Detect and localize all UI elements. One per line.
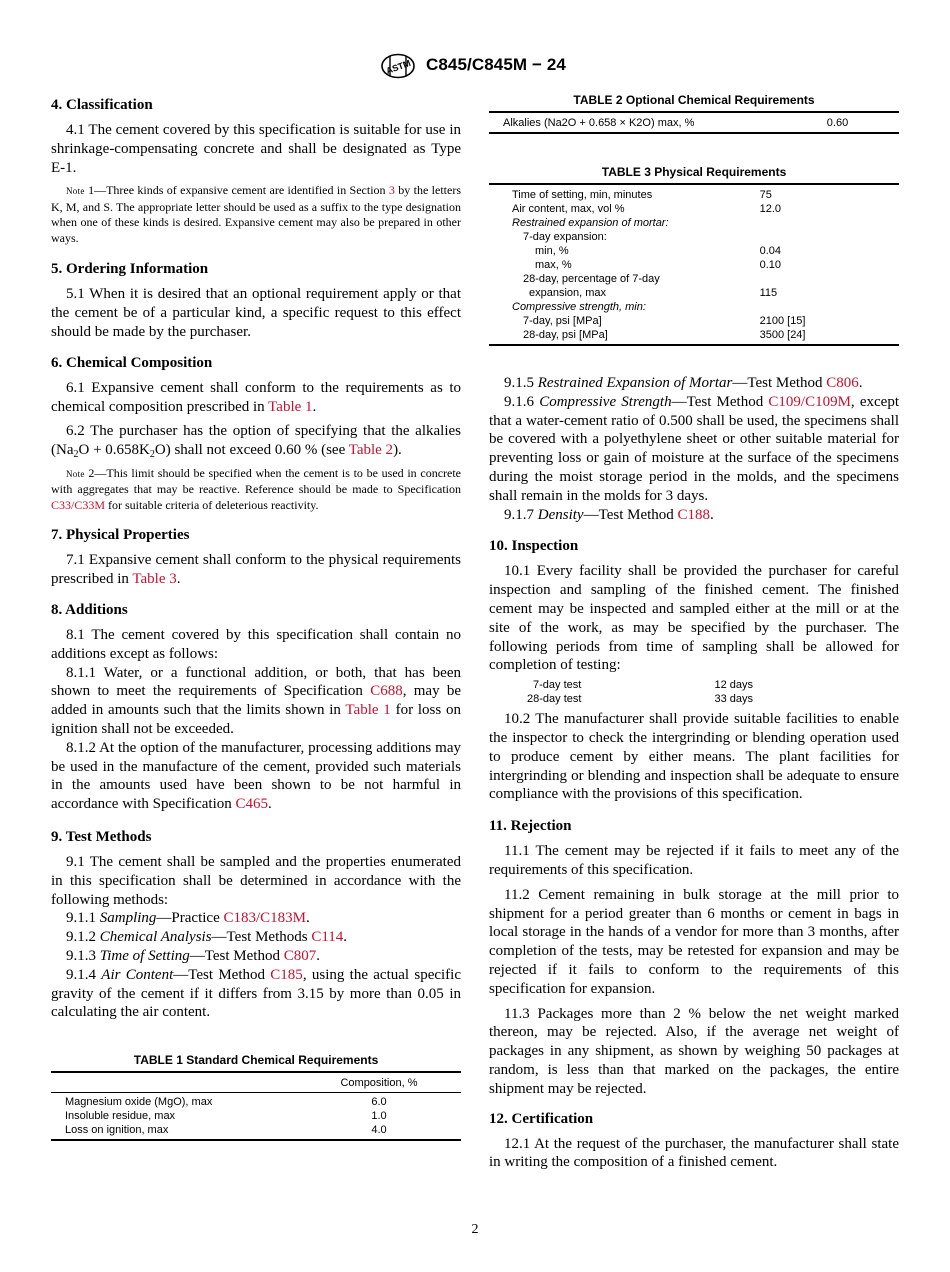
para-11-1: 11.1 The cement may be rejected if it fails to meet any of the requirements of this specification. xyxy=(489,843,899,878)
table-1-bottom-rule xyxy=(51,1140,461,1141)
para-9-1-6-title: Compressive Strength xyxy=(539,393,672,410)
link-table-3[interactable]: Table 3 xyxy=(132,571,177,588)
para-6-2-text-a: 6.2 The purchaser has the option of specifying that the alkalies (Na xyxy=(51,423,461,459)
para-9-1-4-num: 9.1.4 xyxy=(66,966,102,983)
table-3-row-value: 115 xyxy=(759,287,778,299)
page-header xyxy=(0,50,950,84)
para-7-1-end: . xyxy=(176,571,181,588)
standard-designation: C845/C845M − 24 xyxy=(426,55,566,74)
para-8-1-1-text-c: for loss on ignition shall not be exceeded. xyxy=(51,702,461,738)
left-column xyxy=(51,92,461,1141)
table-3-row-label: 7-day expansion: xyxy=(523,231,607,243)
para-9-1-7-text: —Test Method xyxy=(583,506,678,523)
para-9-1-1-text: —Practice xyxy=(156,910,224,927)
note-2-text-a: 2—This limit should be specified when the cement is to be used in concrete with aggregates that may be reactive. Reference should be made to Specification xyxy=(51,465,461,497)
note-2-text-b: for suitable criteria of deleterious reactivity. xyxy=(105,497,319,512)
para-6-2-text-b: O + 0.658K xyxy=(78,442,150,459)
link-c807[interactable]: C807 xyxy=(283,948,317,965)
period-value: 12 days xyxy=(714,679,754,692)
para-9-1-4 xyxy=(51,966,461,1022)
table-3-row-value: 75 xyxy=(759,189,772,201)
para-9-1-6-num: 9.1.6 xyxy=(504,393,540,410)
table-1-row-label: Insoluble residue, max xyxy=(65,1110,176,1123)
para-9-1-6-text: —Test Method xyxy=(671,393,769,410)
section-4-heading: 4. Classification xyxy=(51,97,153,113)
subscript-2a: 2 xyxy=(73,449,79,461)
astm-logo-icon xyxy=(380,53,416,79)
table-1-row-label: Loss on ignition, max xyxy=(65,1124,169,1137)
section-11-heading: 11. Rejection xyxy=(489,818,572,835)
link-c33[interactable]: C33/C33M xyxy=(51,497,106,512)
link-table-1b[interactable]: Table 1 xyxy=(345,702,391,719)
table-3-row-value: 3500 [24] xyxy=(759,329,806,341)
table-3-row-label: 7-day, psi [MPa] xyxy=(523,315,602,327)
table-3-row-label: Time of setting, min, minutes xyxy=(512,189,653,201)
link-c109[interactable]: C109/C109M xyxy=(768,393,851,410)
section-7-heading: 7. Physical Properties xyxy=(51,527,190,544)
para-9-1: 9.1 The cement shall be sampled and the properties enumerated in this specification shall be determined in accordance with the following methods: xyxy=(51,854,461,908)
table-3-row-value: 2100 [15] xyxy=(759,315,806,327)
link-c114[interactable]: C114 xyxy=(311,929,344,946)
para-5-1: 5.1 When it is desired that an optional requirement apply or that the cement be of a particular kind, a specific request to this effect should be made by the purchaser. xyxy=(51,286,461,340)
para-11-3: 11.3 Packages more than 2 % below the net weight marked thereon, may be rejected. Also, if the average net weight of packages in any shipment, as shown by weighing 50 packages at random, is less than that marked on the packages, the entire shipment may be rejected. xyxy=(489,1005,899,1097)
para-9-1-2-title: Chemical Analysis xyxy=(99,929,212,946)
right-column xyxy=(489,92,899,1172)
table-1-title: TABLE 1 Standard Chemical Requirements xyxy=(133,1053,379,1068)
table-3-row-value xyxy=(760,300,899,314)
table-3-row-label: min, % xyxy=(535,245,569,257)
para-10-2: 10.2 The manufacturer shall provide suitable facilities to enable the inspector to check the intergrinding or blending operation used to produce cement by either means. The plant facilities for intergrinding or blending and inspection shall be adequate to ensure compliance with the provisions of this specification. xyxy=(489,711,899,803)
para-9-1-5 xyxy=(489,374,899,393)
link-c465[interactable]: C465 xyxy=(235,796,269,813)
period-label: 7-day test xyxy=(533,679,582,692)
para-9-1-6-text-b: , except that a water-cement ratio of 0.500 shall be used, the specimens shall be covered with a polyethylene sheet or other suitable material for preventing loss or gain of moisture at the surface of the specimens during the moist storage period in the molds, and the specimens shall remain in the molds for 3 days. xyxy=(489,393,899,504)
para-9-1-7 xyxy=(489,506,899,525)
para-9-1-4-text-b: , using the actual specific gravity of the cement if it differs from 3.15 by more than 0.05 in calculating the air content. xyxy=(51,966,462,1021)
para-9-1-3-end: . xyxy=(316,948,320,965)
para-9-1-3-title: Time of Setting xyxy=(99,948,190,965)
para-7-1-text: 7.1 Expansive cement shall conform to the physical requirements prescribed in xyxy=(51,552,461,588)
para-6-1-end: . xyxy=(312,398,317,415)
para-9-1-1-end: . xyxy=(306,910,310,927)
link-c183[interactable]: C183/C183M xyxy=(223,910,306,927)
section-10-heading: 10. Inspection xyxy=(489,538,579,555)
table-1-header-blank xyxy=(51,1072,297,1093)
para-9-1-2-num: 9.1.2 xyxy=(66,929,100,946)
period-value: 33 days xyxy=(714,693,754,706)
para-8-1-1 xyxy=(51,664,461,739)
subscript-2b: 2 xyxy=(149,449,155,461)
para-6-2-end: ). xyxy=(393,442,402,459)
link-table-2[interactable]: Table 2 xyxy=(348,442,394,459)
table-2-bottom-rule xyxy=(489,133,899,134)
table-3-bottom-rule xyxy=(489,345,899,346)
table-1-col-header: Composition, % xyxy=(340,1077,418,1090)
para-9-1-3 xyxy=(51,947,461,966)
table-2-row-label: Alkalies (Na2O + 0.658 × K2O) max, % xyxy=(503,117,695,129)
table-3-row-label: 28-day, percentage of 7-day xyxy=(523,273,660,285)
para-9-1-5-text: —Test Method xyxy=(732,375,827,391)
table-3-title: TABLE 3 Physical Requirements xyxy=(601,165,787,179)
link-c188[interactable]: C188 xyxy=(677,506,711,523)
period-label: 28-day test xyxy=(527,693,582,706)
table-1-row-value: 4.0 xyxy=(371,1124,387,1137)
table-3-grid xyxy=(489,183,899,346)
table-1-grid xyxy=(51,1071,461,1141)
section-6-heading: 6. Chemical Composition xyxy=(51,354,213,371)
table-3 xyxy=(489,164,899,346)
svg-text:ASTM: ASTM xyxy=(384,57,413,76)
note-1-text-b: by the letters K, M, and S. The appropriate letter should be used as a suffix to the type designation when one of these kinds is desired. Expansive cement may also be prepared in other ways. xyxy=(51,183,461,245)
section-12-heading: 12. Certification xyxy=(489,1110,594,1127)
page-number: 2 xyxy=(471,1222,479,1237)
para-9-1-1 xyxy=(51,909,461,928)
para-6-2-text-c: O) shall not exceed 0.60 % (see xyxy=(154,442,349,459)
para-9-1-5-num: 9.1.5 xyxy=(504,375,538,391)
table-3-row-label: Restrained expansion of mortar: xyxy=(512,217,669,229)
para-9-1-7-title: Density xyxy=(537,506,584,523)
para-8-1: 8.1 The cement covered by this specification shall contain no additions except as follows: xyxy=(51,627,461,662)
testing-periods-table xyxy=(489,678,899,706)
table-3-row-value: 12.0 xyxy=(759,203,782,215)
para-9-1-2-end: . xyxy=(343,929,348,946)
table-3-row-label: Compressive strength, min: xyxy=(512,301,646,313)
para-8-1-2-end: . xyxy=(268,796,272,813)
note-2 xyxy=(51,466,461,514)
note-1-text-a: 1—Three kinds of expansive cement are identified in Section xyxy=(84,183,389,198)
para-9-1-4-title: Air Content xyxy=(101,966,174,983)
para-9-1-6 xyxy=(489,393,899,506)
para-9-1-3-text: —Test Method xyxy=(189,948,284,965)
para-8-1-2-text: 8.1.2 At the option of the manufacturer, processing additions may be used in the manufacture of the cement, provided such materials in the amounts used have been shown to be not harmful in accordance with Specification xyxy=(51,739,461,813)
para-4-1: 4.1 The cement covered by this specification is suitable for use in shrinkage-compensating concrete and shall be designated as Type E-1. xyxy=(51,122,461,176)
para-7-1 xyxy=(51,551,461,589)
para-9-1-3-num: 9.1.3 xyxy=(66,948,100,965)
para-9-1-4-text: —Test Method xyxy=(173,966,271,983)
table-3-row-value xyxy=(760,230,899,244)
para-9-1-7-num: 9.1.7 xyxy=(504,506,538,523)
para-9-1-7-end: . xyxy=(710,506,714,523)
link-section-3[interactable]: 3 xyxy=(388,183,395,198)
para-9-1-1-num: 9.1.1 xyxy=(66,910,100,927)
para-12-1: 12.1 At the request of the purchaser, the manufacturer shall state in writing the composition of a finished cement. xyxy=(489,1135,899,1171)
table-1-row-value: 6.0 xyxy=(371,1096,387,1109)
para-9-1-5-end: . xyxy=(858,375,863,391)
para-8-1-1-text-b: , may be added in amounts such that the limits shown in xyxy=(51,683,462,719)
table-1-row-label: Magnesium oxide (MgO), max xyxy=(65,1096,213,1109)
para-6-2 xyxy=(51,422,461,460)
para-9-1-1-title: Sampling xyxy=(99,910,157,927)
table-3-row-value: 0.04 xyxy=(759,245,782,257)
table-3-row-label: max, % xyxy=(535,259,572,271)
para-9-1-2-text: —Test Methods xyxy=(211,929,312,946)
link-c185[interactable]: C185 xyxy=(270,966,303,983)
table-3-row-value xyxy=(760,272,899,286)
note-1-label: Note xyxy=(66,186,85,197)
para-8-1-1-text-a: 8.1.1 Water, or a functional addition, or both, that has been shown to meet the requirements of Specification xyxy=(51,664,461,700)
table-1 xyxy=(51,1052,461,1141)
table-2-grid xyxy=(489,111,899,134)
para-11-2: 11.2 Cement remaining in bulk storage at the mill prior to shipment for a period greater than 6 months or cement in bags in local storage in the hands of a vendor for more than 3 months, after completion of the tests, may be retested for expansion and may be rejected if it fails to conform to the requirements of this specification for expansion. xyxy=(489,886,899,997)
para-6-1-text: 6.1 Expansive cement shall conform to the requirements as to chemical composition prescribed in xyxy=(51,379,461,415)
table-2-title: TABLE 2 Optional Chemical Requirements xyxy=(573,93,815,107)
table-2 xyxy=(489,92,899,134)
table-3-row-value xyxy=(760,216,899,230)
link-c806[interactable]: C806 xyxy=(826,375,859,391)
table-3-row-label: Air content, max, vol % xyxy=(512,203,625,215)
section-9-heading: 9. Test Methods xyxy=(51,829,152,846)
para-8-1-2 xyxy=(51,739,461,814)
para-6-1 xyxy=(51,379,461,417)
table-1-row-value: 1.0 xyxy=(371,1110,387,1123)
note-1 xyxy=(51,183,461,246)
table-3-row-value: 0.10 xyxy=(759,259,782,271)
para-10-1: 10.1 Every facility shall be provided the purchaser for careful inspection and sampling of the finished cement. The finished cement may be inspected and sampled either at the mill or at the site of the work, as may be specified by the purchaser. The following periods from time of sampling shall be allowed for completion of testing: xyxy=(489,563,899,674)
link-c688[interactable]: C688 xyxy=(370,683,403,700)
para-9-1-2 xyxy=(51,928,461,947)
link-table-1[interactable]: Table 1 xyxy=(268,398,313,415)
table-2-row-value: 0.60 xyxy=(826,117,849,129)
section-5-heading: 5. Ordering Information xyxy=(51,261,209,278)
table-3-row-label: expansion, max xyxy=(529,287,607,299)
para-9-1-5-title: Restrained Expansion of Mortar xyxy=(537,375,733,391)
table-3-row-label: 28-day, psi [MPa] xyxy=(523,329,608,341)
section-8-heading: 8. Additions xyxy=(51,602,128,619)
note-2-label: Note xyxy=(66,468,85,479)
